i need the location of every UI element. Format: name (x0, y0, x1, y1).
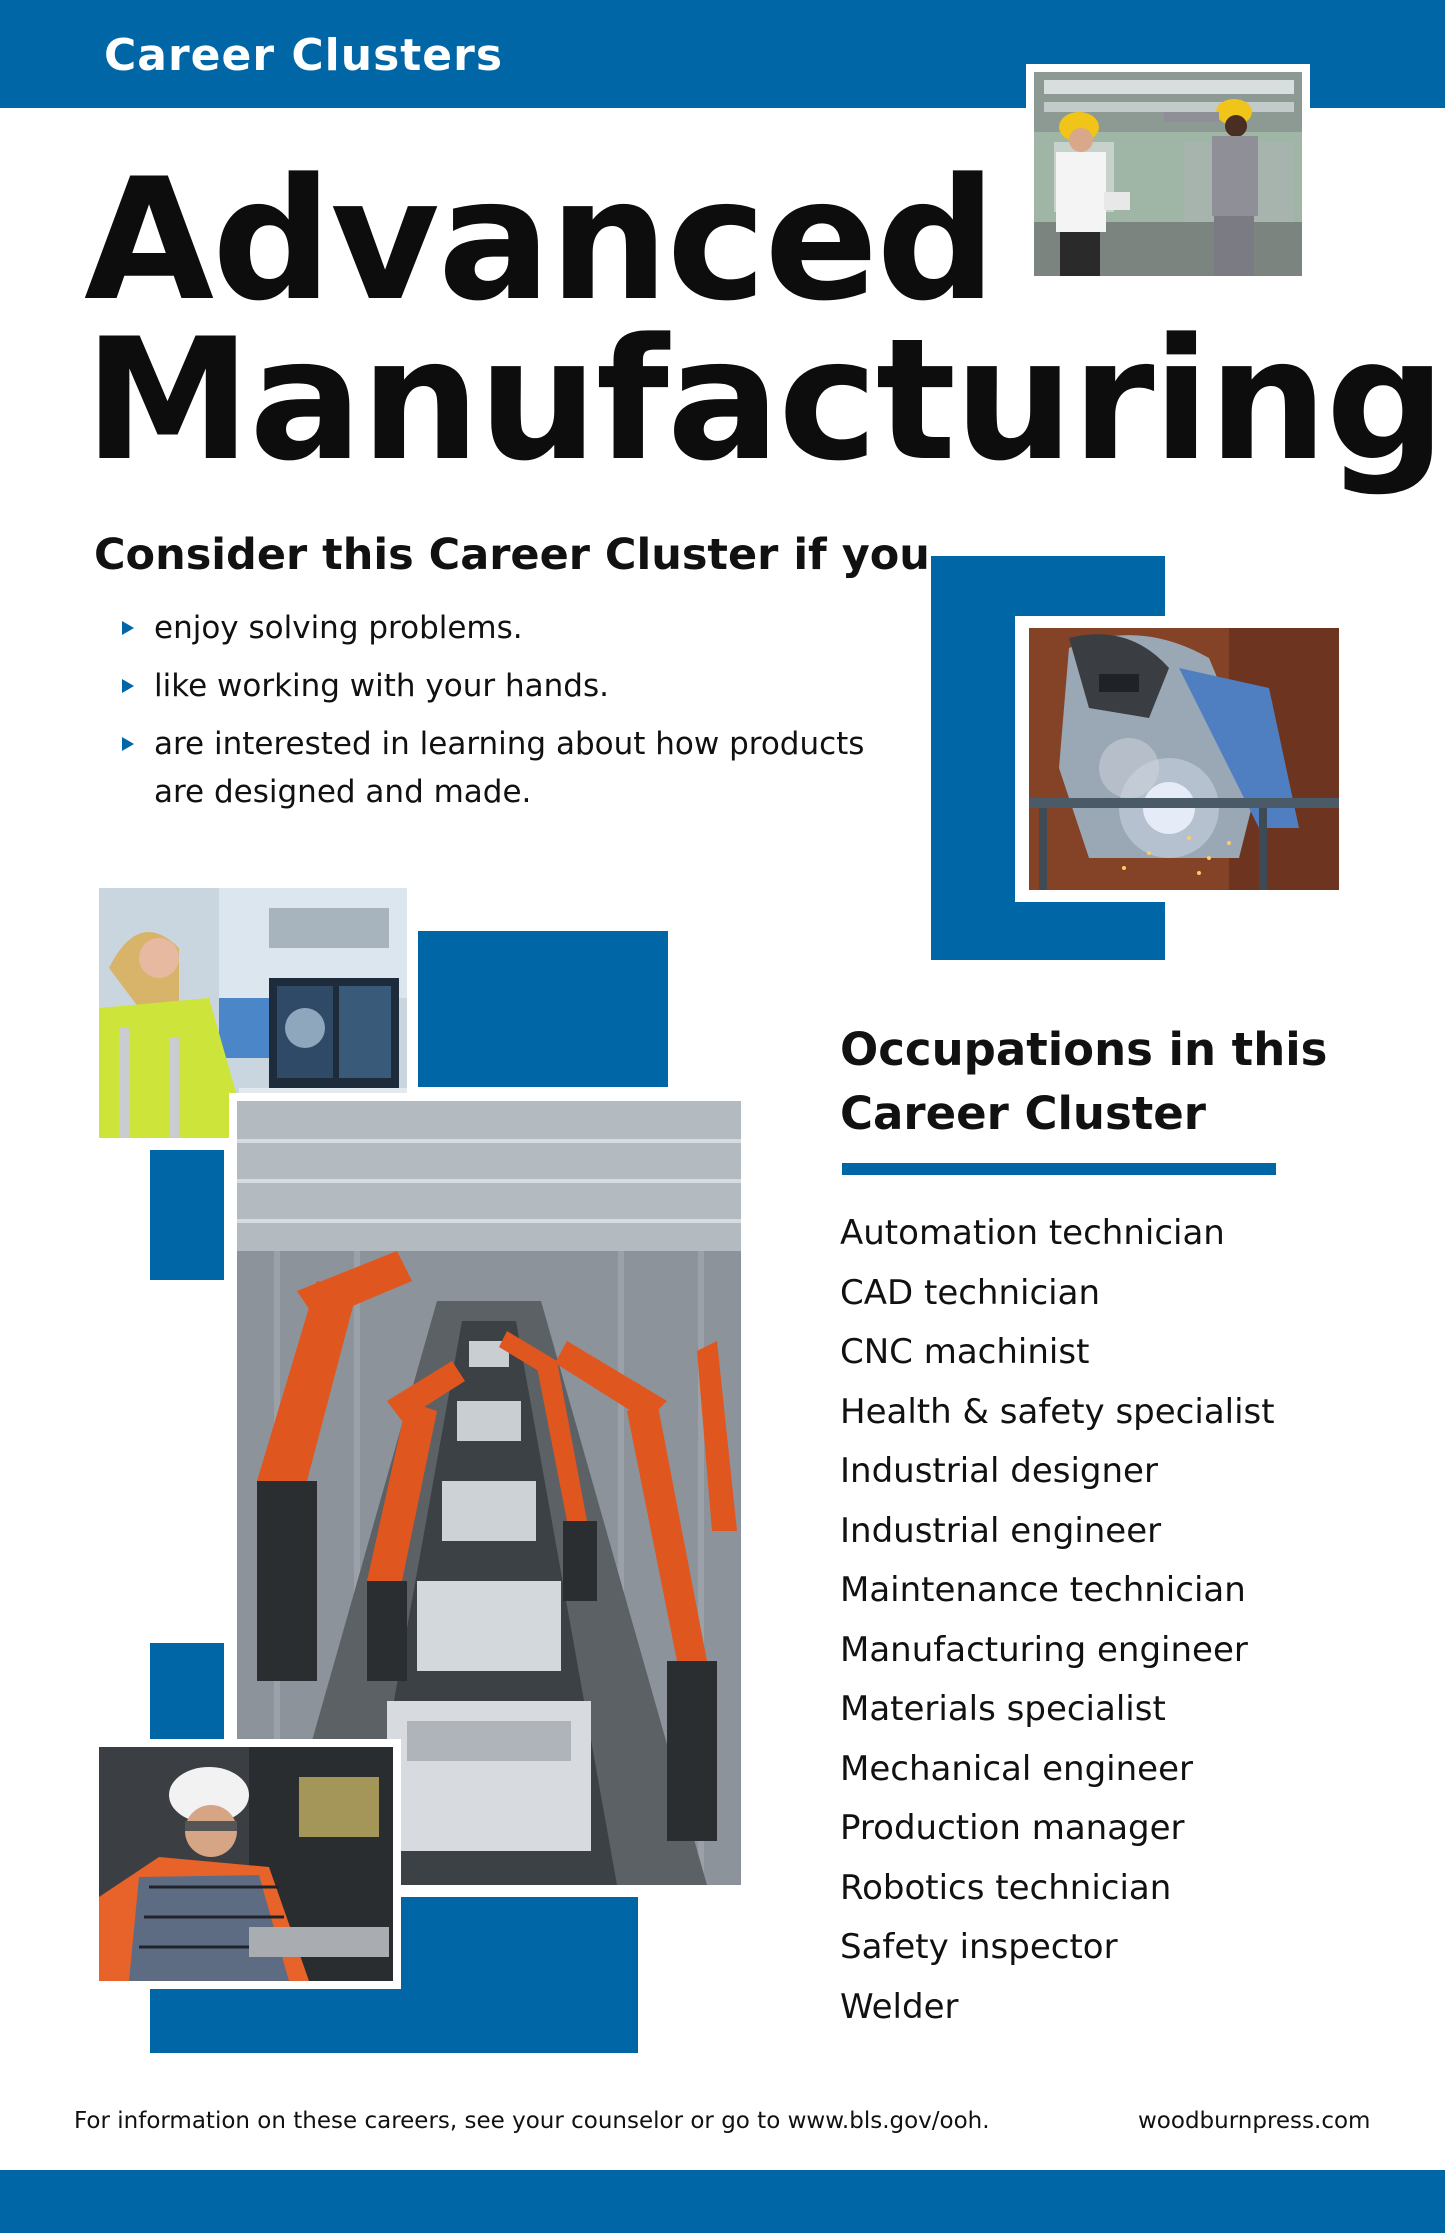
occupations-heading-line-1: Occupations in this (840, 1023, 1328, 1076)
list-item: Mechanical engineer (840, 1748, 1193, 1789)
list-item: Industrial engineer (840, 1510, 1162, 1551)
list-item: Materials specialist (840, 1689, 1166, 1729)
bullet-triangle-icon (122, 621, 134, 635)
photo-machinist (91, 1739, 401, 1989)
occupations-heading-line-2: Career Cluster (840, 1087, 1206, 1140)
list-item-text: enjoy solving problems. (154, 610, 523, 646)
occupations-list (840, 1204, 1275, 2037)
title-line-2: Manufacturing (84, 302, 1444, 498)
bullet-triangle-icon (122, 679, 134, 693)
list-item-text: like working with your hands. (154, 668, 609, 704)
list-item (120, 604, 880, 652)
decor-block-left-upper (150, 1150, 224, 1280)
footer-site-text: woodburnpress.com (1138, 2108, 1371, 2134)
list-item: Health & safety specialist (840, 1391, 1275, 1432)
footer-info-text: For information on these careers, see your counselor or go to www.bls.gov/ooh. (74, 2108, 990, 2134)
list-item: Welder (840, 1986, 959, 2027)
decor-block-top (418, 931, 668, 1087)
list-item (120, 720, 880, 816)
list-item: CNC machinist (840, 1332, 1090, 1372)
list-item: Robotics technician (840, 1867, 1172, 1908)
consider-list (120, 604, 880, 826)
header-label: Career Clusters (104, 30, 504, 81)
list-item: Safety inspector (840, 1927, 1118, 1967)
list-item (120, 662, 880, 710)
consider-heading: Consider this Career Cluster if you (94, 530, 930, 580)
page-title (84, 142, 1444, 498)
title-line-1: Advanced (84, 142, 995, 338)
list-item: Automation technician (840, 1213, 1225, 1253)
list-item: Production manager (840, 1808, 1185, 1848)
occupations-heading (840, 1018, 1328, 1146)
photo-welder (1021, 620, 1347, 898)
decor-bracket-side (931, 556, 1015, 960)
list-item: Maintenance technician (840, 1570, 1246, 1610)
decor-block-left-lower (150, 1643, 224, 1743)
footer-bar (0, 2170, 1445, 2233)
occupations-divider (842, 1163, 1276, 1175)
list-item-text: are interested in learning about how products are designed and made. (154, 726, 865, 810)
list-item: Manufacturing engineer (840, 1629, 1248, 1670)
list-item: Industrial designer (840, 1451, 1158, 1491)
decor-bracket-bottom (931, 902, 1165, 960)
bullet-triangle-icon (122, 737, 134, 751)
list-item: CAD technician (840, 1272, 1100, 1313)
